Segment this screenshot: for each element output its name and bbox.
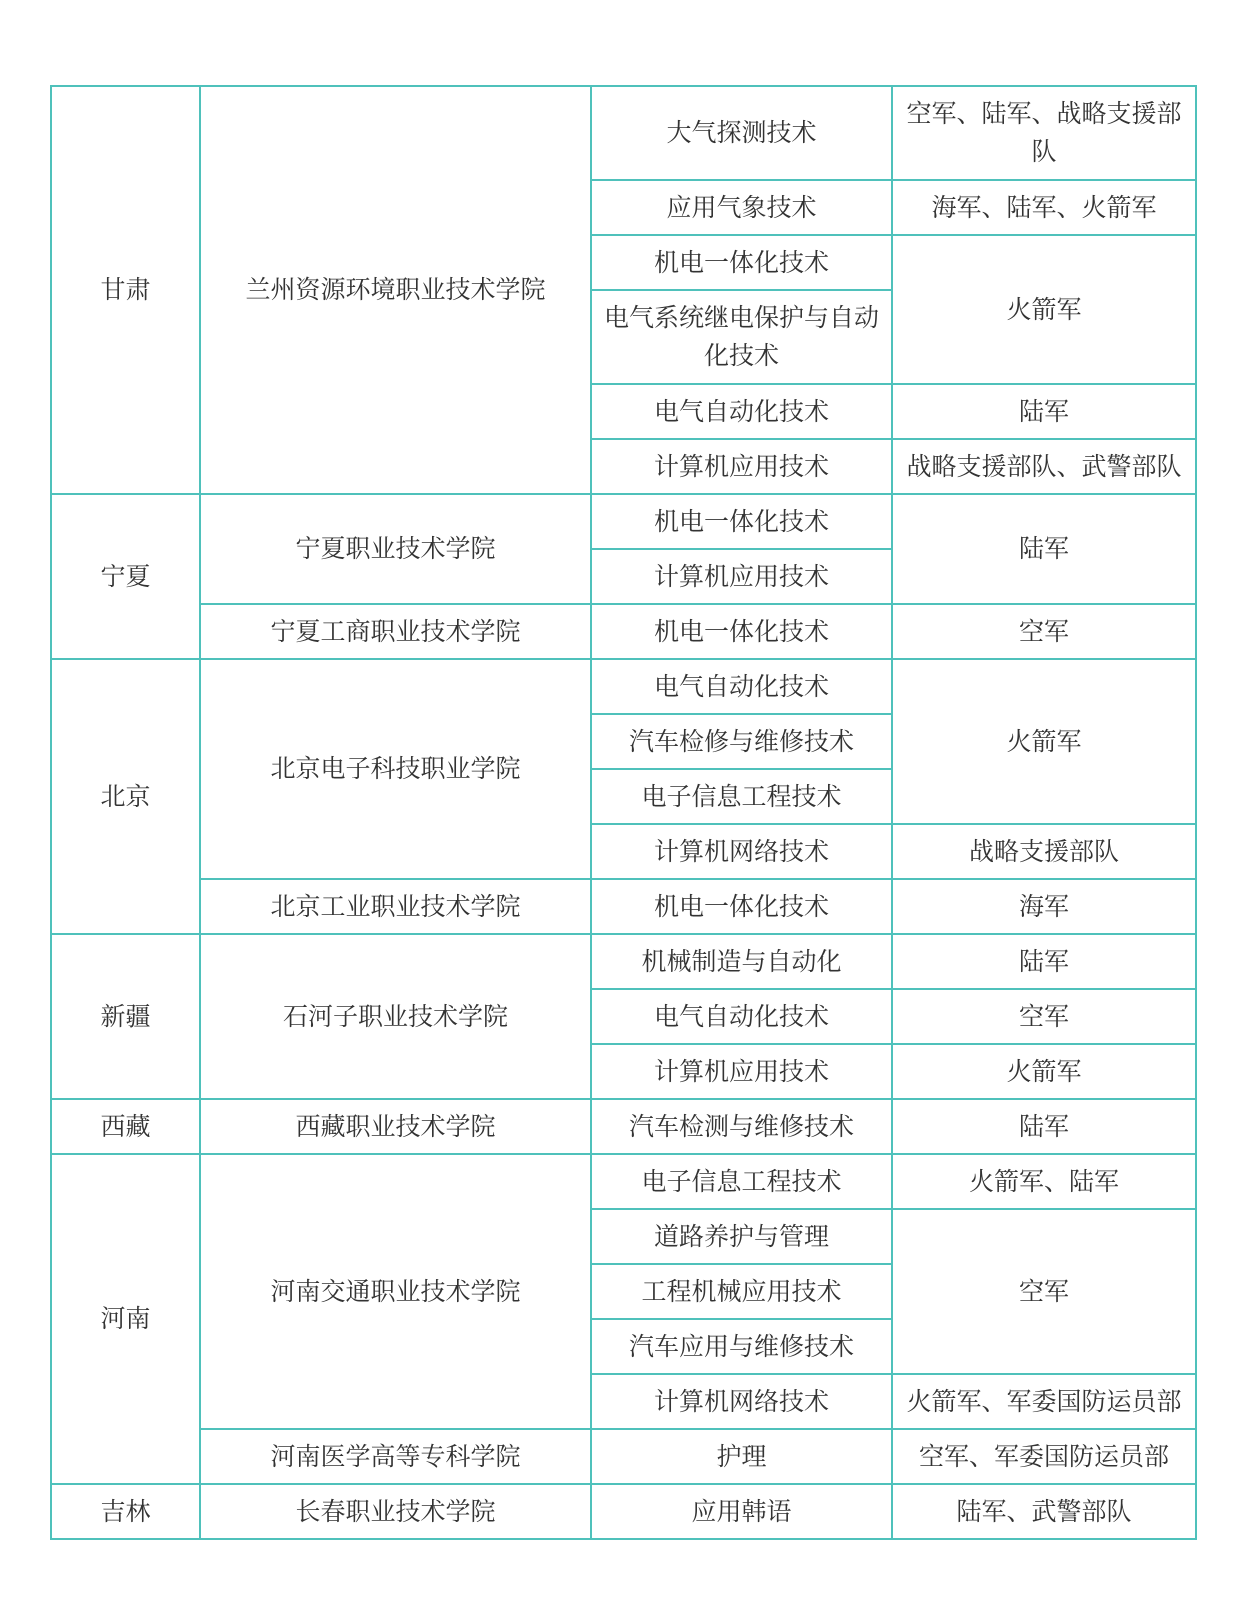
table-row bbox=[51, 86, 1196, 180]
service-cell: 陆军 bbox=[892, 494, 1196, 604]
table-row bbox=[51, 1429, 1196, 1484]
table-row bbox=[51, 494, 1196, 549]
province-cell: 甘肃 bbox=[51, 86, 200, 494]
major-cell: 电气系统继电保护与自动化技术 bbox=[591, 290, 892, 384]
service-cell: 火箭军 bbox=[892, 1044, 1196, 1099]
school-cell: 河南交通职业技术学院 bbox=[200, 1154, 591, 1429]
service-cell: 火箭军 bbox=[892, 659, 1196, 824]
school-cell: 北京电子科技职业学院 bbox=[200, 659, 591, 879]
service-cell: 火箭军、军委国防运员部 bbox=[892, 1374, 1196, 1429]
service-cell: 火箭军 bbox=[892, 235, 1196, 384]
service-cell: 空军 bbox=[892, 1209, 1196, 1374]
major-cell: 汽车检修与维修技术 bbox=[591, 714, 892, 769]
table-row bbox=[51, 1484, 1196, 1539]
major-cell: 护理 bbox=[591, 1429, 892, 1484]
major-cell: 应用气象技术 bbox=[591, 180, 892, 235]
major-cell: 电子信息工程技术 bbox=[591, 1154, 892, 1209]
major-cell: 大气探测技术 bbox=[591, 86, 892, 180]
province-cell: 北京 bbox=[51, 659, 200, 934]
service-cell: 战略支援部队 bbox=[892, 824, 1196, 879]
major-cell: 应用韩语 bbox=[591, 1484, 892, 1539]
province-cell: 吉林 bbox=[51, 1484, 200, 1539]
school-cell: 石河子职业技术学院 bbox=[200, 934, 591, 1099]
major-cell: 汽车检测与维修技术 bbox=[591, 1099, 892, 1154]
major-cell: 电气自动化技术 bbox=[591, 659, 892, 714]
school-cell: 宁夏工商职业技术学院 bbox=[200, 604, 591, 659]
service-cell: 陆军 bbox=[892, 384, 1196, 439]
service-cell: 空军、陆军、战略支援部队 bbox=[892, 86, 1196, 180]
province-cell: 河南 bbox=[51, 1154, 200, 1484]
service-cell: 陆军 bbox=[892, 1099, 1196, 1154]
major-cell: 机电一体化技术 bbox=[591, 604, 892, 659]
service-cell: 陆军、武警部队 bbox=[892, 1484, 1196, 1539]
table-row bbox=[51, 879, 1196, 934]
major-cell: 计算机应用技术 bbox=[591, 549, 892, 604]
service-cell: 战略支援部队、武警部队 bbox=[892, 439, 1196, 494]
service-cell: 空军、军委国防运员部 bbox=[892, 1429, 1196, 1484]
enlistment-table bbox=[50, 85, 1197, 1540]
table-row bbox=[51, 1099, 1196, 1154]
service-cell: 海军 bbox=[892, 879, 1196, 934]
table-row bbox=[51, 659, 1196, 714]
school-cell: 长春职业技术学院 bbox=[200, 1484, 591, 1539]
school-cell: 北京工业职业技术学院 bbox=[200, 879, 591, 934]
major-cell: 机械制造与自动化 bbox=[591, 934, 892, 989]
major-cell: 电子信息工程技术 bbox=[591, 769, 892, 824]
province-cell: 西藏 bbox=[51, 1099, 200, 1154]
major-cell: 计算机应用技术 bbox=[591, 1044, 892, 1099]
school-cell: 宁夏职业技术学院 bbox=[200, 494, 591, 604]
major-cell: 汽车应用与维修技术 bbox=[591, 1319, 892, 1374]
school-cell: 西藏职业技术学院 bbox=[200, 1099, 591, 1154]
major-cell: 计算机网络技术 bbox=[591, 824, 892, 879]
service-cell: 火箭军、陆军 bbox=[892, 1154, 1196, 1209]
service-cell: 陆军 bbox=[892, 934, 1196, 989]
major-cell: 计算机网络技术 bbox=[591, 1374, 892, 1429]
major-cell: 机电一体化技术 bbox=[591, 494, 892, 549]
province-cell: 新疆 bbox=[51, 934, 200, 1099]
school-cell: 兰州资源环境职业技术学院 bbox=[200, 86, 591, 494]
service-cell: 空军 bbox=[892, 989, 1196, 1044]
major-cell: 计算机应用技术 bbox=[591, 439, 892, 494]
school-cell: 河南医学高等专科学院 bbox=[200, 1429, 591, 1484]
service-cell: 海军、陆军、火箭军 bbox=[892, 180, 1196, 235]
major-cell: 道路养护与管理 bbox=[591, 1209, 892, 1264]
major-cell: 电气自动化技术 bbox=[591, 384, 892, 439]
major-cell: 机电一体化技术 bbox=[591, 235, 892, 290]
province-cell: 宁夏 bbox=[51, 494, 200, 659]
table-row bbox=[51, 604, 1196, 659]
major-cell: 电气自动化技术 bbox=[591, 989, 892, 1044]
table-row bbox=[51, 1154, 1196, 1209]
major-cell: 机电一体化技术 bbox=[591, 879, 892, 934]
table-row bbox=[51, 934, 1196, 989]
service-cell: 空军 bbox=[892, 604, 1196, 659]
major-cell: 工程机械应用技术 bbox=[591, 1264, 892, 1319]
